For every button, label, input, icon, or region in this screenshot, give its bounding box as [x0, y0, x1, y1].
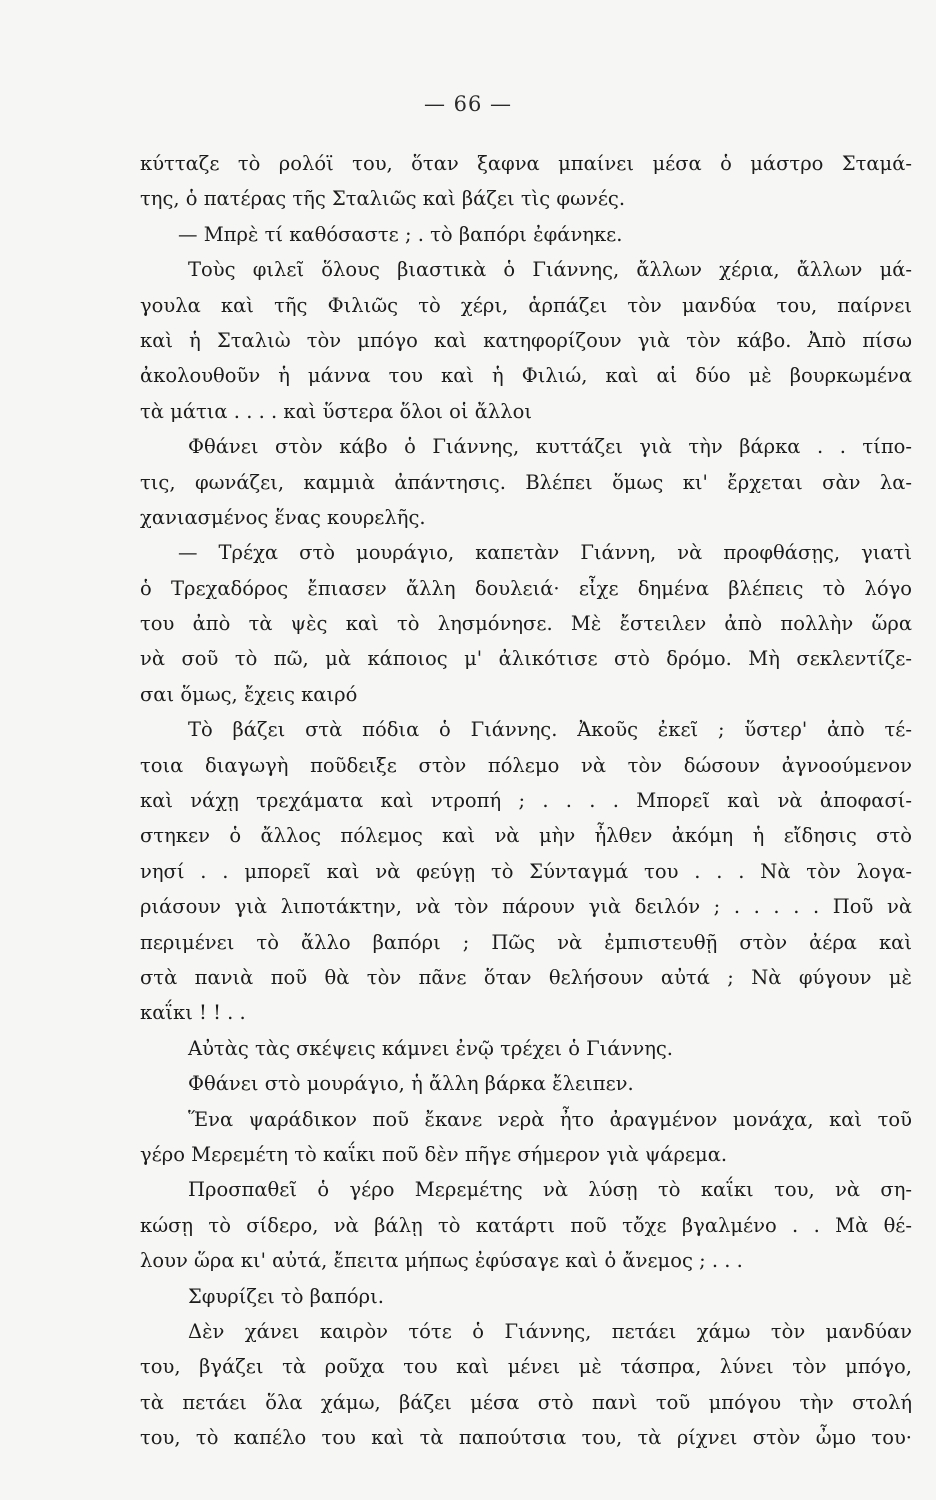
text-line: Σφυρίζει τὸ βαπόρι. [188, 1284, 384, 1308]
body-text [140, 146, 912, 1455]
text-line: καὶ νάχῃ τρεχάματα καὶ ντροπή ; . . . . Μπορεῖ καὶ νὰ ἀποφασί- [140, 789, 912, 813]
text-line: Φθάνει στὸ μουράγιο, ἡ ἄλλη βάρκα ἔλειπεν. [188, 1072, 634, 1096]
page-number: — 66 — [423, 92, 513, 116]
text-line: Δὲν χάνει καιρὸν τότε ὁ Γιάννης, πετάει χάμω τὸν μανδύαν [188, 1319, 912, 1343]
text-line: καΐκι ! ! . . [140, 1001, 246, 1025]
text-line: Προσπαθεῖ ὁ γέρο Μερεμέτης νὰ λύσῃ τὸ καΐκι του, νὰ ση- [188, 1178, 912, 1202]
text-line: — Μπρὲ τί καθόσαστε ; . τὸ βαπόρι ἐφάνηκε. [178, 222, 623, 246]
text-line: Ἕνα ψαράδικον ποῦ ἔκανε νερὰ ἦτο ἀραγμένον μονάχα, καὶ τοῦ [188, 1107, 912, 1131]
text-line: ὁ Τρεχαδόρος ἔπιασεν ἄλλη δουλειά· εἶχε δημένα βλέπεις τὸ λόγο [140, 576, 912, 600]
text-line: στὰ πανιὰ ποῦ θὰ τὸν πᾶνε ὅταν θελήσουν αὐτά ; Νὰ φύγουν μὲ [140, 965, 912, 989]
text-line: στηκεν ὁ ἄλλος πόλεμος καὶ νὰ μὴν ἦλθεν ἀκόμη ἡ εἴδησις στὸ [140, 824, 912, 848]
text-line: γουλα καὶ τῆς Φιλιῶς τὸ χέρι, ἁρπάζει τὸν μανδύα του, παίρνει [140, 293, 912, 317]
text-line: ἀκολουθοῦν ἡ μάννα του καὶ ἡ Φιλιώ, καὶ αἱ δύο μὲ βουρκωμένα [140, 364, 912, 388]
text-line: καὶ ἡ Σταλιὼ τὸν μπόγο καὶ κατηφορίζουν γιὰ τὸν κάβο. Ἀπὸ πίσω [140, 328, 912, 352]
text-line: νὰ σοῦ τὸ πῶ, μὰ κάποιος μ' ἀλικότισε στὸ δρόμο. Μὴ σεκλεντίζε- [140, 647, 912, 671]
text-line: νησί . . μπορεῖ καὶ νὰ φεύγῃ τὸ Σύνταγμά του . . . Νὰ τὸν λογα- [140, 859, 912, 883]
text-line: γέρο Μερεμέτη τὸ καΐκι ποῦ δὲν πῆγε σήμερον γιὰ ψάρεμα. [140, 1142, 728, 1166]
text-line: — Τρέχα στὸ μουράγιο, καπετὰν Γιάννη, νὰ προφθάσῃς, γιατὶ [178, 541, 912, 565]
text-line: Αὐτὰς τὰς σκέψεις κάμνει ἐνῷ τρέχει ὁ Γιάννης. [188, 1036, 674, 1060]
text-line: χανιασμένος ἕνας κουρελῆς. [140, 505, 426, 529]
text-line: περιμένει τὸ ἄλλο βαπόρι ; Πῶς νὰ ἐμπιστευθῇ στὸν ἀέρα καὶ [140, 930, 912, 954]
text-line: τὰ μάτια . . . . καὶ ὕστερα ὅλοι οἱ ἄλλοι [140, 399, 533, 423]
text-line: ριάσουν γιὰ λιποτάκτην, νὰ τὸν πάρουν γιὰ δειλόν ; . . . . . Ποῦ νὰ [140, 895, 912, 919]
text-line: κύτταζε τὸ ρολόϊ του, ὅταν ξαφνα μπαίνει μέσα ὁ μάστρο Σταμά- [140, 152, 912, 175]
text-line: τις, φωνάζει, καμμιὰ ἀπάντησις. Βλέπει ὅμως κι' ἔρχεται σὰν λα- [140, 470, 912, 494]
text-line: της, ὁ πατέρας τῆς Σταλιῶς καὶ βάζει τὶς φωνές. [140, 187, 626, 211]
text-line: Τοὺς φιλεῖ ὅλους βιαστικὰ ὁ Γιάννης, ἄλλων χέρια, ἄλλων μά- [188, 258, 912, 282]
text-line: του, τὸ καπέλο του καὶ τὰ παπούτσια του, τὰ ρίχνει στὸν ὦμο του· [140, 1426, 912, 1450]
text-line: του ἀπὸ τὰ ψὲς καὶ τὸ λησμόνησε. Μὲ ἔστειλεν ἀπὸ πολλὴν ὥρα [140, 612, 912, 636]
text-line: Φθάνει στὸν κάβο ὁ Γιάννης, κυττάζει γιὰ τὴν βάρκα . . τίπο- [188, 435, 912, 459]
text-line: λουν ὥρα κι' αὐτά, ἔπειτα μήπως ἐφύσαγε καὶ ὁ ἄνεμος ; . . . [140, 1249, 743, 1273]
text-line: σαι ὅμως, ἔχεις καιρό [140, 682, 358, 706]
text-line: κώσῃ τὸ σίδερο, νὰ βάλῃ τὸ κατάρτι ποῦ τὄχε βγαλμένο . . Μὰ θέ- [140, 1213, 912, 1237]
text-line: Τὸ βάζει στὰ πόδια ὁ Γιάννης. Ἀκοῦς ἐκεῖ ; ὕστερ' ἀπὸ τέ- [188, 718, 912, 742]
text-line: τὰ πετάει ὅλα χάμω, βάζει μέσα στὸ πανὶ τοῦ μπόγου τὴν στολή [140, 1390, 912, 1414]
text-line: τοια διαγωγὴ ποῦδειξε στὸν πόλεμο νὰ τὸν δώσουν ἀγνοούμενον [140, 753, 912, 777]
text-line: του, βγάζει τὰ ροῦχα του καὶ μένει μὲ τάσπρα, λύνει τὸν μπόγο, [140, 1355, 912, 1379]
